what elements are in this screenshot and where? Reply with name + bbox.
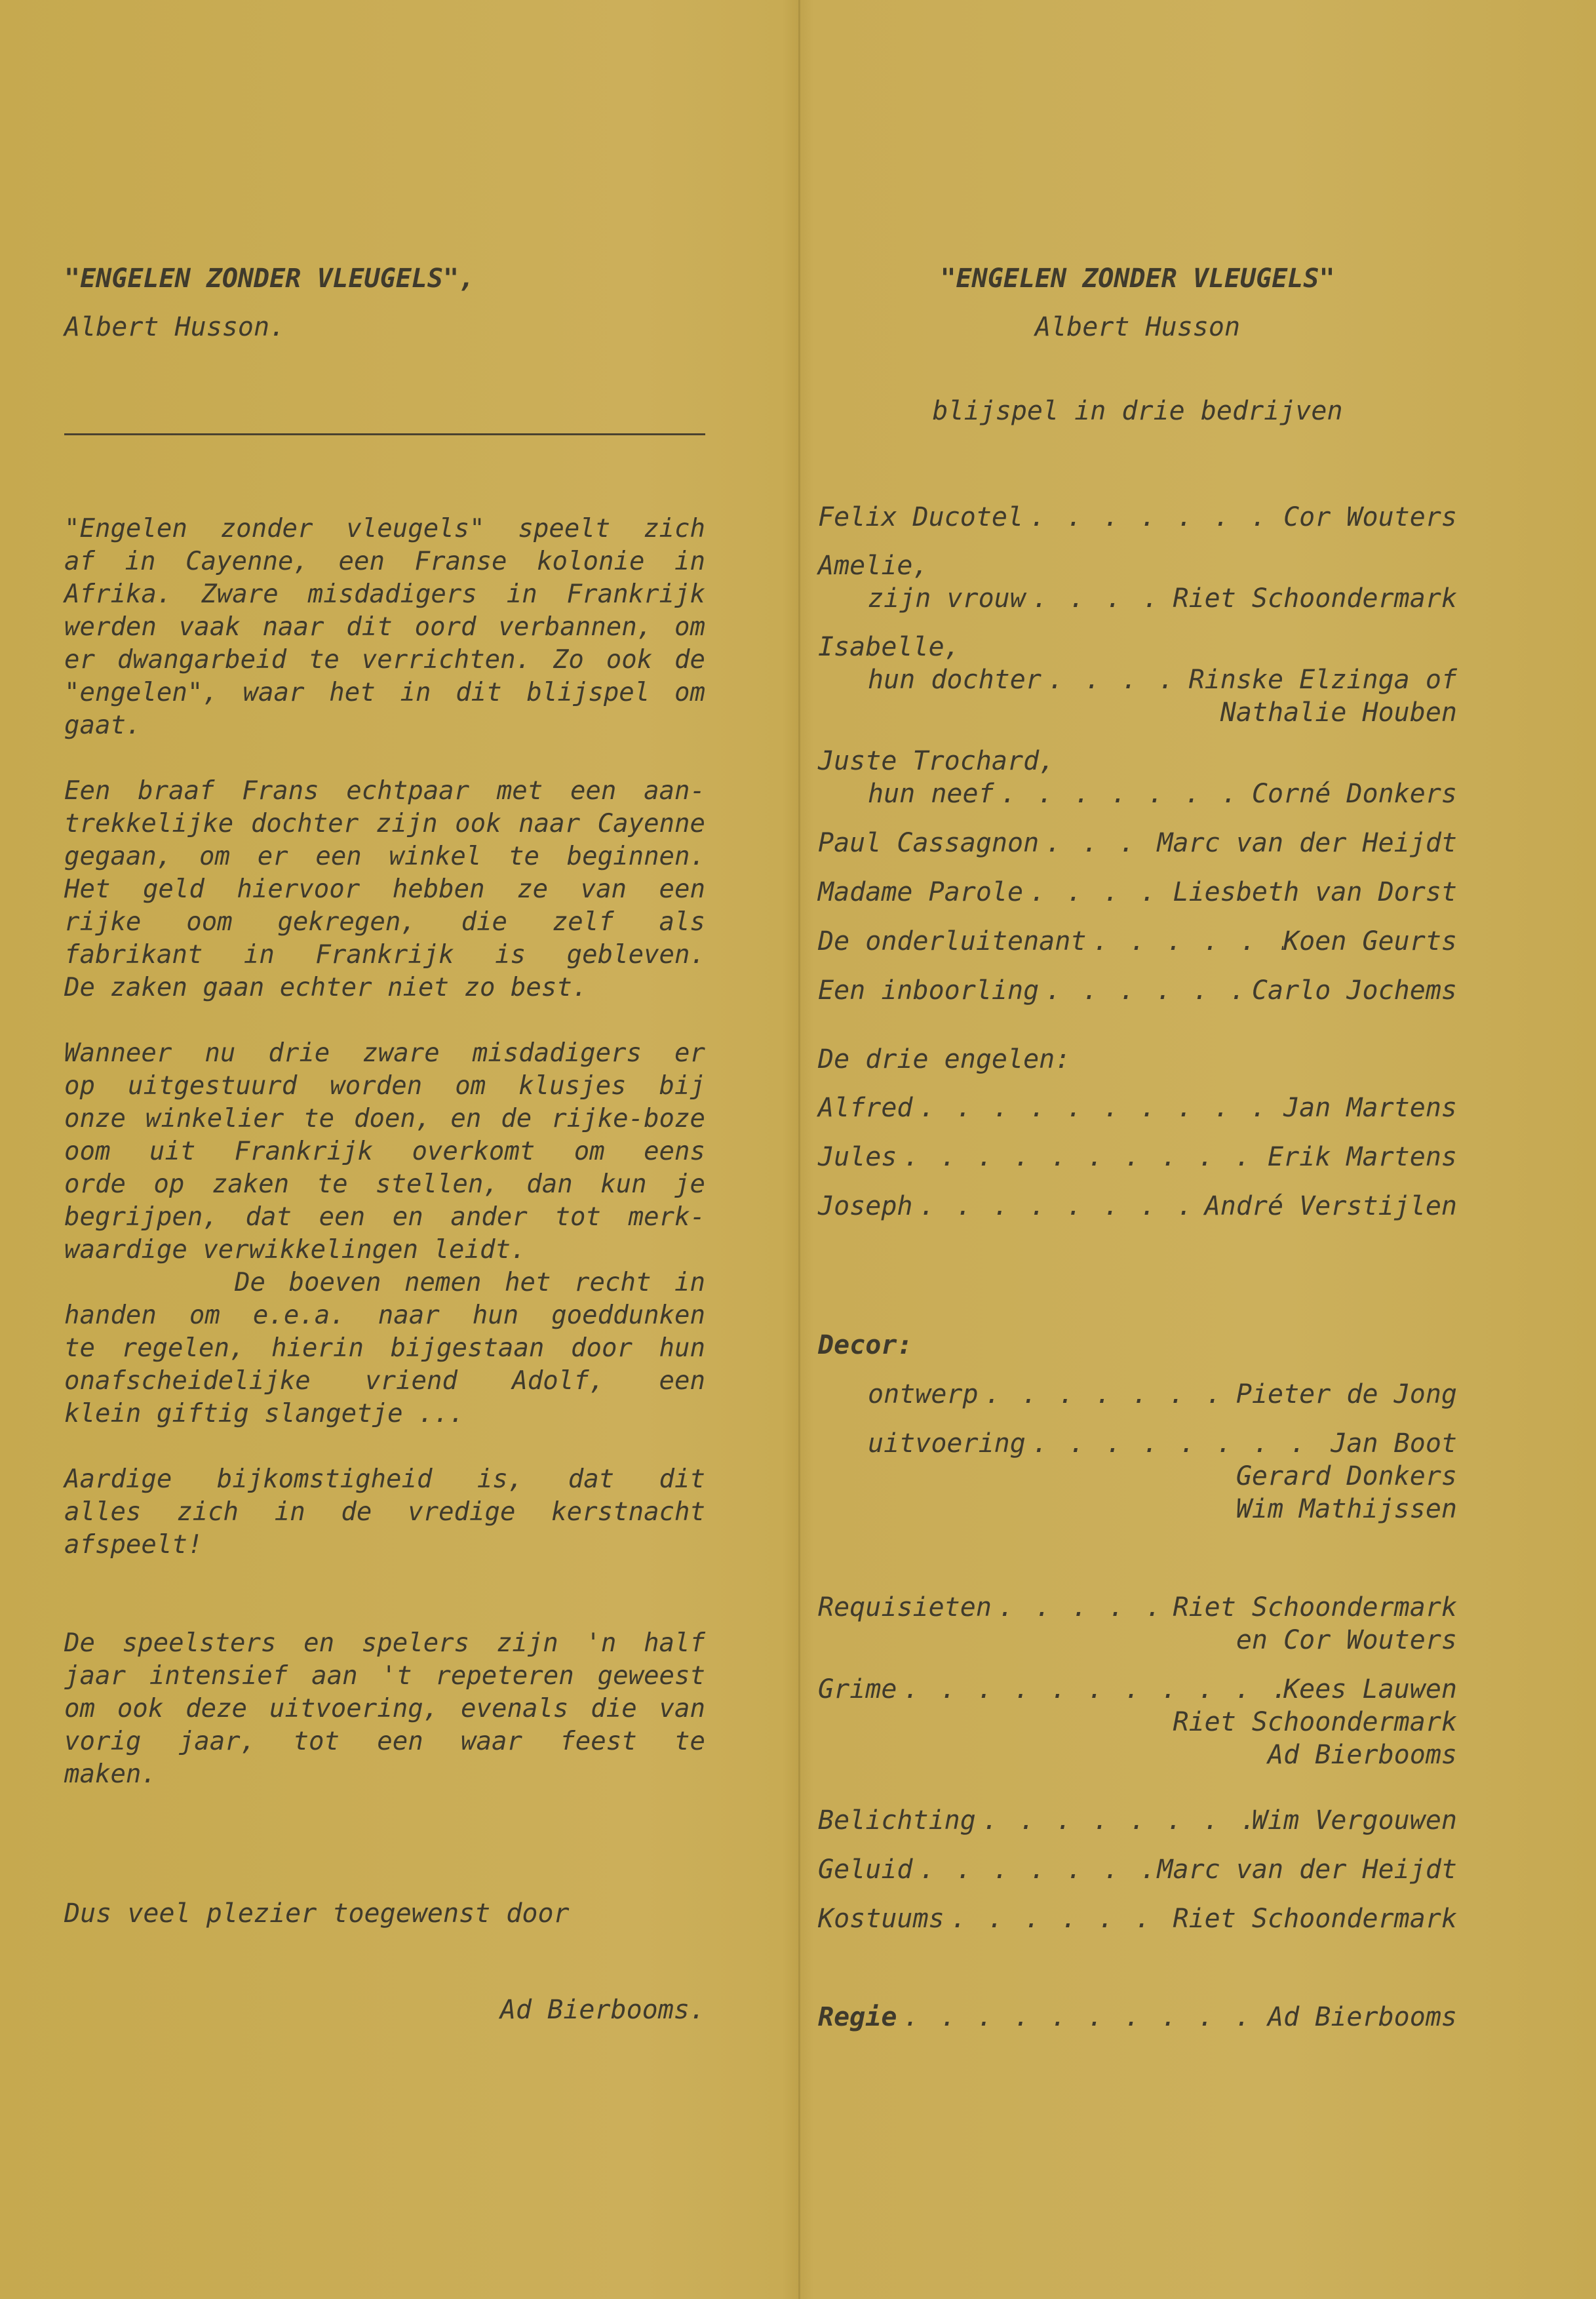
crew-row: Kostuums . . . Riet Schoondermark (818, 1902, 1457, 1935)
cast-row: zijn vrouw . . . Riet Schoondermark (818, 582, 1457, 615)
cast-role: Juste Trochard, (818, 746, 1055, 776)
text-line: Het geld hiervoor hebben ze van een (64, 874, 705, 904)
decor-heading: Decor: (818, 1330, 913, 1360)
crew-row: Grime . . . Kees Lauwen (818, 1673, 1457, 1706)
crew-name-extra: Wim Mathijssen (1236, 1494, 1457, 1524)
crew-row: Requisieten . . . Riet Schoondermark (818, 1591, 1457, 1624)
cast-row: De onderluitenant . . . Koen Geurts (818, 925, 1457, 958)
text-line: om ook deze uitvoering, evenals die van (64, 1694, 705, 1723)
paragraph-boeven (64, 1299, 705, 1430)
text-line: gegaan, om er een winkel te beginnen. (64, 842, 705, 871)
text-line: "engelen", waar het in dit blijspel om (64, 678, 705, 707)
text-line: op uitgestuurd worden om klusjes bij (64, 1071, 705, 1101)
text-line: waardige verwikkelingen leidt. (64, 1235, 526, 1265)
crew-row: Geluid . . . Marc van der Heijdt (818, 1853, 1457, 1886)
text-line: rijke oom gekregen, die zelf als (64, 907, 705, 937)
text-line: onze winkelier te doen, en de rijke-boze (64, 1104, 705, 1133)
text-line: maken. (64, 1759, 157, 1789)
decor-list (818, 1378, 1457, 1525)
cast-role: Isabelle, (818, 632, 960, 662)
paragraph-rehearsal (64, 1627, 705, 1791)
text-line: af in Cayenne, een Franse kolonie in (64, 547, 705, 576)
right-subtitle: blijspel in drie bedrijven (932, 396, 1343, 426)
paragraph-boeven-first: De boeven nemen het recht in (235, 1268, 705, 1297)
cast-row: Madame Parole . . . Liesbeth van Dorst (818, 876, 1457, 909)
paragraph-christmas (64, 1463, 705, 1562)
cast-actor-alt: Nathalie Houben (1220, 698, 1457, 728)
signature: Ad Bierbooms. (499, 1995, 705, 2025)
crew-row: Belichting . . . Wim Vergouwen (818, 1804, 1457, 1837)
right-author: Albert Husson (1034, 312, 1241, 342)
text-line: oom uit Frankrijk overkomt om eens (64, 1137, 705, 1166)
text-line: werden vaak naar dit oord verbannen, om (64, 612, 705, 642)
cast-row: Paul Cassagnon . . . Marc van der Heijdt (818, 827, 1457, 859)
cast-row: hun dochter . . . Rinske Elzinga of (818, 663, 1457, 696)
right-column (818, 259, 1457, 2034)
text-line: te regelen, hierin bijgestaan door hun (64, 1333, 705, 1363)
crew-list (818, 1591, 1457, 2034)
paragraph-criminals (64, 1037, 705, 1267)
text-line: gaat. (64, 711, 142, 740)
cast-row: Alfred . . . Jan Martens (818, 1091, 1457, 1124)
cast-row: Felix Ducotel . . . Cor Wouters (818, 501, 1457, 534)
text-line: handen om e.e.a. naar hun goeddunken (64, 1301, 705, 1330)
crew-name-extra: Ad Bierbooms (1268, 1740, 1457, 1770)
closing-line: Dus veel plezier toegewenst door (64, 1898, 570, 1929)
paragraph-couple (64, 775, 705, 1004)
angels-list (818, 1091, 1457, 1223)
text-line: afspeelt! (64, 1530, 203, 1560)
right-title: "ENGELEN ZONDER VLEUGELS" (940, 264, 1335, 294)
text-line: Aardige bijkomstigheid is, dat dit (64, 1464, 705, 1494)
text-line: begrijpen, dat een en ander tot merk- (64, 1202, 705, 1232)
crew-name-extra: Riet Schoondermark (1173, 1707, 1457, 1737)
text-line: Wanneer nu drie zware misdadigers er (64, 1038, 705, 1068)
crew-row: Regie . . . Ad Bierbooms (818, 2001, 1457, 2034)
cast-row: Joseph . . . André Verstijlen (818, 1190, 1457, 1223)
cast-list (818, 501, 1457, 1007)
text-line: alles zich in de vredige kerstnacht (64, 1497, 705, 1527)
cast-row: Een inboorling . . . Carlo Jochems (818, 974, 1457, 1007)
left-author: Albert Husson. (64, 312, 286, 342)
text-line: onafscheidelijke vriend Adolf, een (64, 1366, 705, 1396)
paragraph-intro (64, 513, 705, 742)
text-line: klein giftig slangetje ... (64, 1399, 465, 1428)
divider-line (64, 433, 705, 435)
crew-name-extra: Gerard Donkers (1236, 1461, 1457, 1491)
left-column (64, 259, 705, 2026)
text-line: trekkelijke dochter zijn ook naar Cayenne (64, 809, 705, 838)
cast-row: hun neef . . . Corné Donkers (818, 777, 1457, 810)
text-line: De speelsters en spelers zijn 'n half (64, 1628, 705, 1658)
text-line: De zaken gaan echter niet zo best. (64, 973, 588, 1002)
crew-name-extra: en Cor Wouters (1236, 1625, 1457, 1655)
text-line: jaar intensief aan 't repeteren geweest (64, 1661, 705, 1691)
text-line: vorig jaar, tot een waar feest te (64, 1727, 705, 1756)
cast-row: Jules . . . Erik Martens (818, 1141, 1457, 1173)
cast-role: Amelie, (818, 551, 929, 581)
text-line: Afrika. Zware misdadigers in Frankrijk (64, 580, 705, 609)
page-fold (798, 0, 800, 2299)
text-line: fabrikant in Frankrijk is gebleven. (64, 940, 705, 970)
left-title: "ENGELEN ZONDER VLEUGELS", (64, 264, 475, 294)
text-line: "Engelen zonder vleugels" speelt zich (64, 514, 705, 543)
text-line: orde op zaken te stellen, dan kun je (64, 1169, 705, 1199)
text-line: Een braaf Frans echtpaar met een aan- (64, 776, 705, 806)
text-line: er dwangarbeid te verrichten. Zo ook de (64, 645, 705, 675)
angels-heading: De drie engelen: (818, 1044, 1071, 1074)
crew-row: uitvoering . . . Jan Boot (818, 1427, 1457, 1460)
crew-row: ontwerp . . . Pieter de Jong (818, 1378, 1457, 1411)
